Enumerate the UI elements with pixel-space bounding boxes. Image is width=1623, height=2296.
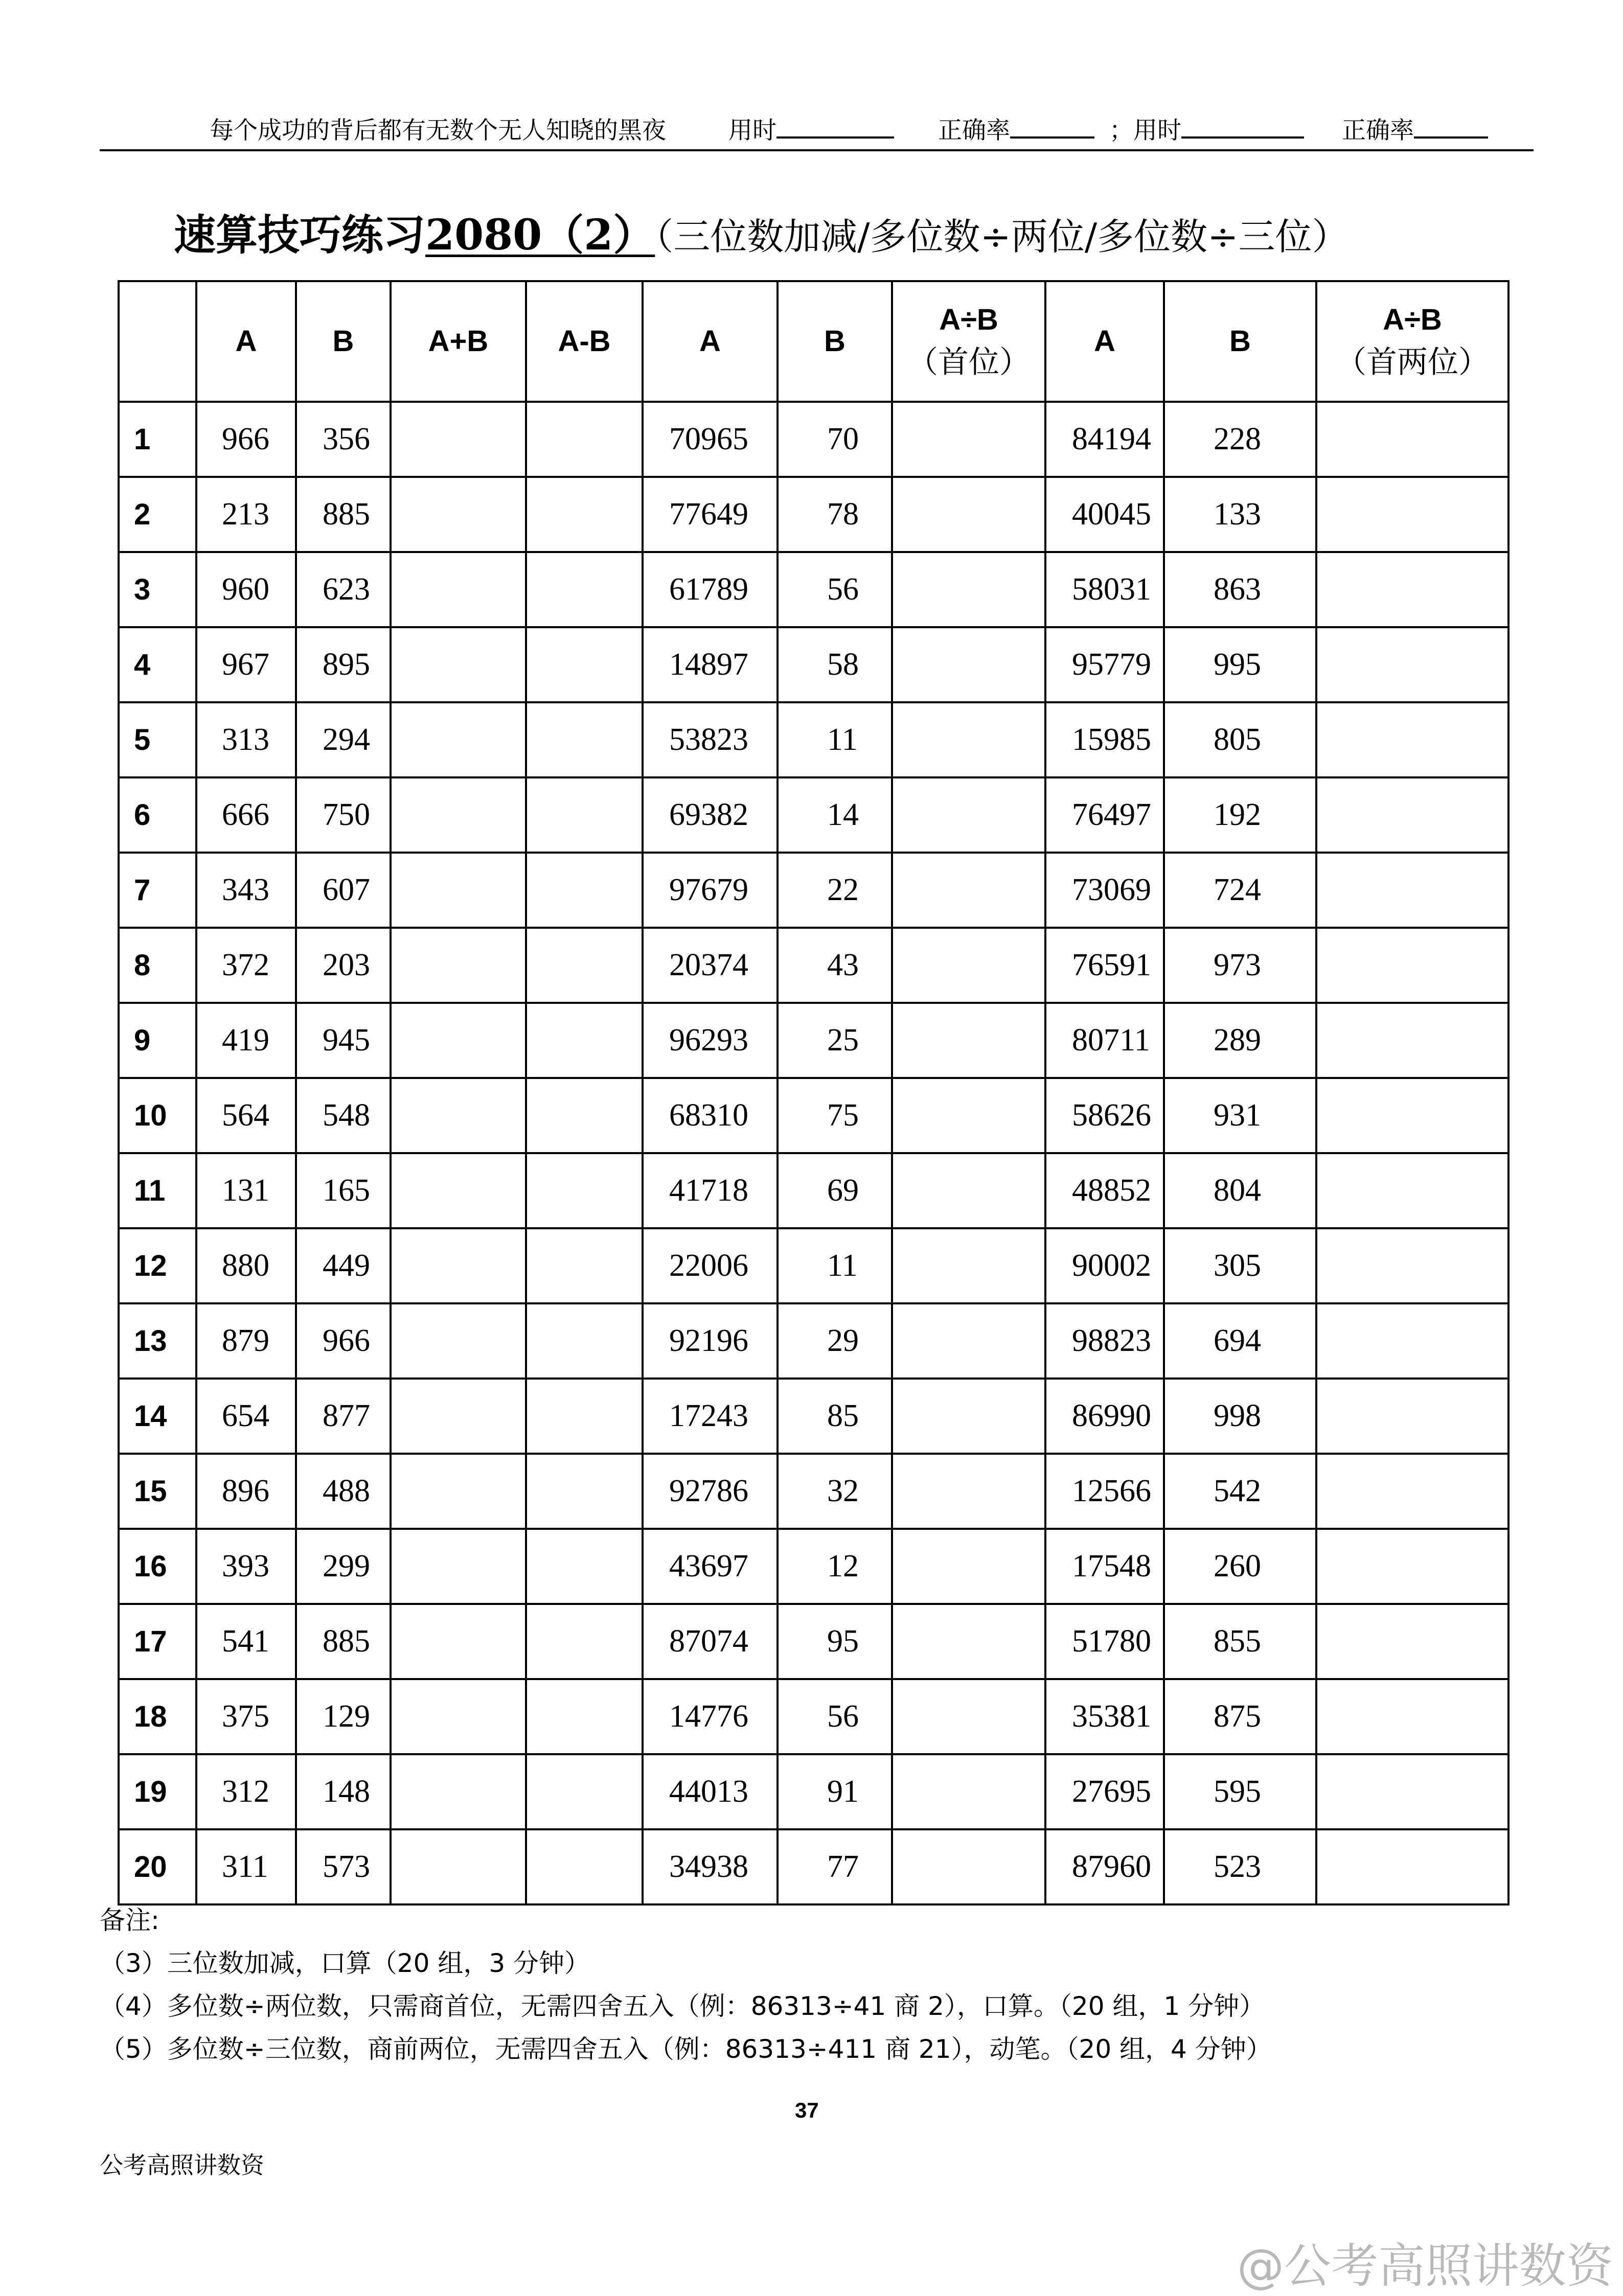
answer-a-minus-b[interactable] [526, 477, 643, 552]
answer-a-plus-b[interactable] [391, 477, 526, 552]
answer-quotient-first-digit[interactable] [892, 1829, 1045, 1904]
answer-quotient-first-digit[interactable] [892, 1078, 1045, 1153]
cell-b-three-digit: 623 [296, 552, 391, 627]
cell-b-three-digit: 488 [296, 1454, 391, 1529]
cell-a-three-digit: 966 [196, 402, 296, 477]
cell-a-multi-digit-2: 51780 [1045, 1604, 1164, 1679]
cell-b-three-digit-divisor: 694 [1164, 1303, 1316, 1379]
time-label-2: ；用时 [1109, 117, 1181, 145]
cell-a-multi-digit-2: 76497 [1045, 777, 1164, 853]
cell-a-multi-digit: 92786 [643, 1454, 778, 1529]
answer-quotient-first-digit[interactable] [892, 1153, 1045, 1228]
answer-a-plus-b[interactable] [391, 853, 526, 928]
accuracy-field-1[interactable] [938, 111, 1094, 146]
answer-quotient-first-digit[interactable] [892, 552, 1045, 627]
cell-a-three-digit: 654 [196, 1379, 296, 1454]
row-index: 19 [119, 1754, 196, 1829]
cell-a-multi-digit: 96293 [643, 1003, 778, 1078]
cell-a-three-digit: 419 [196, 1003, 296, 1078]
cell-b-two-digit: 56 [778, 552, 892, 627]
row-index: 14 [119, 1379, 196, 1454]
cell-a-multi-digit: 69382 [643, 777, 778, 853]
cell-a-multi-digit: 20374 [643, 928, 778, 1003]
cell-b-three-digit: 299 [296, 1529, 391, 1604]
answer-quotient-first-two-digits[interactable] [1316, 1003, 1508, 1078]
cell-b-three-digit: 129 [296, 1679, 391, 1754]
row-index: 20 [119, 1829, 196, 1904]
cell-a-three-digit: 312 [196, 1754, 296, 1829]
cell-b-three-digit: 449 [296, 1228, 391, 1303]
cell-a-multi-digit: 41718 [643, 1153, 778, 1228]
answer-a-minus-b[interactable] [526, 1303, 643, 1379]
answer-quotient-first-two-digits[interactable] [1316, 1829, 1508, 1904]
cell-b-three-digit: 750 [296, 777, 391, 853]
answer-a-plus-b[interactable] [391, 552, 526, 627]
answer-a-plus-b[interactable] [391, 777, 526, 853]
answer-quotient-first-digit[interactable] [892, 1003, 1045, 1078]
header-rule [100, 149, 1534, 151]
accuracy-blank-2[interactable] [1414, 115, 1488, 139]
answer-quotient-first-digit[interactable] [892, 1454, 1045, 1529]
cell-a-multi-digit-2: 40045 [1045, 477, 1164, 552]
cell-a-three-digit: 960 [196, 552, 296, 627]
table-row [119, 702, 1508, 777]
time-blank-1[interactable] [776, 115, 894, 139]
cell-b-two-digit: 58 [778, 627, 892, 702]
cell-b-three-digit-divisor: 192 [1164, 777, 1316, 853]
cell-b-two-digit: 11 [778, 1228, 892, 1303]
header-a-2: A [643, 281, 778, 402]
row-index: 9 [119, 1003, 196, 1078]
cell-a-three-digit: 213 [196, 477, 296, 552]
cell-b-three-digit-divisor: 995 [1164, 627, 1316, 702]
answer-quotient-first-two-digits[interactable] [1316, 1754, 1508, 1829]
title-code: 2080（2） [425, 211, 655, 260]
cell-a-multi-digit: 70965 [643, 402, 778, 477]
header-a-div-b-first [892, 281, 1045, 402]
cell-a-three-digit: 375 [196, 1679, 296, 1754]
cell-b-three-digit-divisor: 228 [1164, 402, 1316, 477]
cell-b-three-digit: 203 [296, 928, 391, 1003]
cell-a-multi-digit-2: 12566 [1045, 1454, 1164, 1529]
table-row [119, 402, 1508, 477]
answer-quotient-first-digit[interactable] [892, 1754, 1045, 1829]
row-index: 13 [119, 1303, 196, 1379]
answer-a-minus-b[interactable] [526, 1153, 643, 1228]
page-number: 37 [795, 2098, 819, 2122]
cell-b-two-digit: 22 [778, 853, 892, 928]
answer-quotient-first-digit[interactable] [892, 853, 1045, 928]
answer-a-minus-b[interactable] [526, 1379, 643, 1454]
cell-b-three-digit: 148 [296, 1754, 391, 1829]
answer-quotient-first-digit[interactable] [892, 1679, 1045, 1754]
cell-a-three-digit: 896 [196, 1454, 296, 1529]
title-main: 速算技巧练习 [174, 211, 426, 260]
cell-a-multi-digit: 53823 [643, 702, 778, 777]
cell-b-two-digit: 78 [778, 477, 892, 552]
cell-b-three-digit-divisor: 542 [1164, 1454, 1316, 1529]
table-row [119, 777, 1508, 853]
cell-b-three-digit: 356 [296, 402, 391, 477]
cell-a-multi-digit: 87074 [643, 1604, 778, 1679]
table-row [119, 477, 1508, 552]
cell-a-multi-digit: 77649 [643, 477, 778, 552]
cell-b-two-digit: 70 [778, 402, 892, 477]
cell-a-three-digit: 393 [196, 1529, 296, 1604]
answer-quotient-first-two-digits[interactable] [1316, 702, 1508, 777]
header-b-3: B [1164, 281, 1316, 402]
accuracy-blank-1[interactable] [1010, 115, 1094, 139]
table-row [119, 627, 1508, 702]
cell-a-three-digit: 131 [196, 1153, 296, 1228]
answer-quotient-first-digit[interactable] [892, 1529, 1045, 1604]
cell-a-multi-digit-2: 90002 [1045, 1228, 1164, 1303]
row-index: 16 [119, 1529, 196, 1604]
answer-quotient-first-digit[interactable] [892, 777, 1045, 853]
answer-a-minus-b[interactable] [526, 402, 643, 477]
cell-a-three-digit: 564 [196, 1078, 296, 1153]
cell-a-multi-digit: 92196 [643, 1303, 778, 1379]
cell-b-three-digit-divisor: 260 [1164, 1529, 1316, 1604]
cell-b-three-digit-divisor: 973 [1164, 928, 1316, 1003]
cell-b-three-digit-divisor: 595 [1164, 1754, 1316, 1829]
answer-quotient-first-digit[interactable] [892, 702, 1045, 777]
cell-a-multi-digit-2: 15985 [1045, 702, 1164, 777]
cell-b-three-digit: 607 [296, 853, 391, 928]
cell-a-three-digit: 880 [196, 1228, 296, 1303]
answer-a-minus-b[interactable] [526, 1454, 643, 1529]
header-a-div-b-label-2: A÷B [1383, 303, 1442, 337]
answer-quotient-first-two-digits[interactable] [1316, 1303, 1508, 1379]
row-index: 5 [119, 702, 196, 777]
header-b-2: B [778, 281, 892, 402]
answer-a-plus-b[interactable] [391, 1454, 526, 1529]
cell-b-two-digit: 32 [778, 1454, 892, 1529]
cell-a-multi-digit: 17243 [643, 1379, 778, 1454]
note-line-4: （4）多位数÷两位数，只需商首位，无需四舍五入（例：86313÷41 商 2），口算。（20 组，1 分钟） [100, 1991, 1265, 2021]
cell-b-two-digit: 12 [778, 1529, 892, 1604]
row-index: 8 [119, 928, 196, 1003]
row-index: 3 [119, 552, 196, 627]
cell-b-three-digit-divisor: 289 [1164, 1003, 1316, 1078]
answer-quotient-first-two-digits[interactable] [1316, 1078, 1508, 1153]
header-b-1: B [296, 281, 391, 402]
table-row [119, 1754, 1508, 1829]
answer-a-minus-b[interactable] [526, 1078, 643, 1153]
cell-b-two-digit: 25 [778, 1003, 892, 1078]
title-subtitle: （三位数加减/多位数÷两位/多位数÷三位） [655, 215, 1349, 258]
table-row [119, 1829, 1508, 1904]
cell-b-two-digit: 56 [778, 1679, 892, 1754]
answer-quotient-first-two-digits[interactable] [1316, 777, 1508, 853]
cell-a-multi-digit-2: 58031 [1045, 552, 1164, 627]
answer-quotient-first-digit[interactable] [892, 1303, 1045, 1379]
table-row [119, 1003, 1508, 1078]
header-index [119, 281, 196, 402]
answer-quotient-first-digit[interactable] [892, 928, 1045, 1003]
cell-a-multi-digit: 22006 [643, 1228, 778, 1303]
answer-a-minus-b[interactable] [526, 853, 643, 928]
cell-b-two-digit: 69 [778, 1153, 892, 1228]
answer-quotient-first-digit[interactable] [892, 1228, 1045, 1303]
cell-b-two-digit: 14 [778, 777, 892, 853]
accuracy-label-1: 正确率 [938, 117, 1010, 145]
cell-a-multi-digit-2: 86990 [1045, 1379, 1164, 1454]
answer-quotient-first-two-digits[interactable] [1316, 552, 1508, 627]
row-index: 12 [119, 1228, 196, 1303]
row-index: 15 [119, 1454, 196, 1529]
cell-a-multi-digit-2: 80711 [1045, 1003, 1164, 1078]
cell-b-two-digit: 85 [778, 1379, 892, 1454]
answer-a-plus-b[interactable] [391, 702, 526, 777]
cell-a-three-digit: 967 [196, 627, 296, 702]
cell-a-multi-digit: 34938 [643, 1829, 778, 1904]
cell-b-three-digit: 885 [296, 1604, 391, 1679]
table-row [119, 1153, 1508, 1228]
cell-b-three-digit-divisor: 305 [1164, 1228, 1316, 1303]
answer-a-minus-b[interactable] [526, 627, 643, 702]
answer-a-plus-b[interactable] [391, 1829, 526, 1904]
table-row [119, 928, 1508, 1003]
cell-a-multi-digit-2: 95779 [1045, 627, 1164, 702]
cell-b-three-digit-divisor: 875 [1164, 1679, 1316, 1754]
cell-b-three-digit: 573 [296, 1829, 391, 1904]
footer-text: 公考高照讲数资 [100, 2151, 264, 2179]
answer-quotient-first-two-digits[interactable] [1316, 853, 1508, 928]
answer-a-plus-b[interactable] [391, 1379, 526, 1454]
note-line-5: （5）多位数÷三位数，商前两位，无需四舍五入（例：86313÷411 商 21），动笔。（20 组，4 分钟） [100, 2034, 1272, 2064]
accuracy-label-2: 正确率 [1342, 117, 1414, 145]
row-index: 11 [119, 1153, 196, 1228]
cell-b-three-digit-divisor: 998 [1164, 1379, 1316, 1454]
answer-quotient-first-two-digits[interactable] [1316, 1454, 1508, 1529]
answer-quotient-first-two-digits[interactable] [1316, 1679, 1508, 1754]
cell-b-three-digit: 885 [296, 477, 391, 552]
cell-a-multi-digit: 44013 [643, 1754, 778, 1829]
row-index: 17 [119, 1604, 196, 1679]
table-row [119, 1529, 1508, 1604]
cell-b-two-digit: 77 [778, 1829, 892, 1904]
answer-a-minus-b[interactable] [526, 1829, 643, 1904]
cell-a-three-digit: 372 [196, 928, 296, 1003]
table-row [119, 1454, 1508, 1529]
answer-quotient-first-two-digits[interactable] [1316, 1529, 1508, 1604]
cell-b-three-digit-divisor: 804 [1164, 1153, 1316, 1228]
time-blank-2[interactable] [1181, 115, 1304, 139]
cell-a-multi-digit-2: 76591 [1045, 928, 1164, 1003]
answer-a-plus-b[interactable] [391, 928, 526, 1003]
cell-b-three-digit-divisor: 724 [1164, 853, 1316, 928]
cell-a-multi-digit-2: 58626 [1045, 1078, 1164, 1153]
cell-b-two-digit: 11 [778, 702, 892, 777]
answer-a-plus-b[interactable] [391, 1529, 526, 1604]
cell-b-three-digit-divisor: 931 [1164, 1078, 1316, 1153]
cell-b-three-digit: 895 [296, 627, 391, 702]
cell-b-two-digit: 43 [778, 928, 892, 1003]
table-row [119, 1679, 1508, 1754]
answer-a-plus-b[interactable] [391, 627, 526, 702]
cell-b-three-digit-divisor: 805 [1164, 702, 1316, 777]
header-a-plus-b: A+B [391, 281, 526, 402]
header-a-1: A [196, 281, 296, 402]
cell-a-multi-digit-2: 27695 [1045, 1754, 1164, 1829]
answer-a-plus-b[interactable] [391, 1303, 526, 1379]
table-row [119, 1604, 1508, 1679]
answer-a-minus-b[interactable] [526, 928, 643, 1003]
cell-a-three-digit: 879 [196, 1303, 296, 1379]
answer-a-minus-b[interactable] [526, 702, 643, 777]
answer-a-minus-b[interactable] [526, 1228, 643, 1303]
row-index: 1 [119, 402, 196, 477]
answer-quotient-first-two-digits[interactable] [1316, 627, 1508, 702]
row-index: 2 [119, 477, 196, 552]
cell-b-two-digit: 95 [778, 1604, 892, 1679]
answer-a-minus-b[interactable] [526, 1529, 643, 1604]
answer-a-plus-b[interactable] [391, 1754, 526, 1829]
cell-b-three-digit: 877 [296, 1379, 391, 1454]
header-a-div-b-label-1: A÷B [939, 303, 998, 337]
row-index: 18 [119, 1679, 196, 1754]
cell-a-multi-digit-2: 87960 [1045, 1829, 1164, 1904]
cell-a-multi-digit-2: 35381 [1045, 1679, 1164, 1754]
page-title [174, 202, 1348, 258]
table-row [119, 552, 1508, 627]
cell-b-three-digit-divisor: 523 [1164, 1829, 1316, 1904]
cell-a-multi-digit-2: 98823 [1045, 1303, 1164, 1379]
cell-b-three-digit-divisor: 863 [1164, 552, 1316, 627]
row-index: 7 [119, 853, 196, 928]
answer-a-plus-b[interactable] [391, 1679, 526, 1754]
cell-a-three-digit: 311 [196, 1829, 296, 1904]
cell-a-three-digit: 343 [196, 853, 296, 928]
cell-a-multi-digit: 14776 [643, 1679, 778, 1754]
header-first-two-digits-note: （首两位） [1336, 344, 1489, 380]
cell-b-three-digit: 966 [296, 1303, 391, 1379]
answer-quotient-first-digit[interactable] [892, 402, 1045, 477]
answer-a-plus-b[interactable] [391, 402, 526, 477]
answer-quotient-first-two-digits[interactable] [1316, 1153, 1508, 1228]
answer-quotient-first-digit[interactable] [892, 627, 1045, 702]
watermark: @公考高照讲数资 [1237, 2239, 1614, 2293]
answer-quotient-first-two-digits[interactable] [1316, 1379, 1508, 1454]
cell-a-three-digit: 666 [196, 777, 296, 853]
row-index: 6 [119, 777, 196, 853]
page-header [100, 111, 1534, 152]
answer-quotient-first-digit[interactable] [892, 1604, 1045, 1679]
answer-a-minus-b[interactable] [526, 1604, 643, 1679]
table-row [119, 1078, 1508, 1153]
answer-a-plus-b[interactable] [391, 1003, 526, 1078]
cell-a-multi-digit: 97679 [643, 853, 778, 928]
answer-a-plus-b[interactable] [391, 1153, 526, 1228]
table-row [119, 1303, 1508, 1379]
cell-b-two-digit: 75 [778, 1078, 892, 1153]
answer-a-minus-b[interactable] [526, 1679, 643, 1754]
header-a-div-b-first-two [1316, 281, 1508, 402]
notes-heading: 备注: [100, 1905, 159, 1935]
cell-a-multi-digit-2: 48852 [1045, 1153, 1164, 1228]
time-field-2[interactable] [1109, 111, 1304, 146]
header-a-minus-b: A-B [526, 281, 643, 402]
cell-a-multi-digit: 61789 [643, 552, 778, 627]
table-row [119, 1228, 1508, 1303]
answer-quotient-first-two-digits[interactable] [1316, 1604, 1508, 1679]
cell-a-multi-digit-2: 73069 [1045, 853, 1164, 928]
header-motto: 每个成功的背后都有无数个无人知晓的黑夜 [210, 117, 666, 145]
answer-quotient-first-two-digits[interactable] [1316, 402, 1508, 477]
note-line-3: （3）三位数加减，口算（20 组，3 分钟） [100, 1948, 590, 1978]
table-header-row [119, 281, 1508, 402]
answer-quotient-first-digit[interactable] [892, 477, 1045, 552]
answer-a-minus-b[interactable] [526, 777, 643, 853]
cell-a-three-digit: 541 [196, 1604, 296, 1679]
cell-a-multi-digit-2: 17548 [1045, 1529, 1164, 1604]
answer-a-minus-b[interactable] [526, 1754, 643, 1829]
cell-a-multi-digit-2: 84194 [1045, 402, 1164, 477]
cell-b-three-digit-divisor: 855 [1164, 1604, 1316, 1679]
header-a-3: A [1045, 281, 1164, 402]
cell-b-three-digit-divisor: 133 [1164, 477, 1316, 552]
cell-a-multi-digit: 68310 [643, 1078, 778, 1153]
answer-quotient-first-digit[interactable] [892, 1379, 1045, 1454]
accuracy-field-2[interactable] [1342, 111, 1488, 146]
table-row [119, 853, 1508, 928]
answer-a-plus-b[interactable] [391, 1078, 526, 1153]
cell-b-three-digit: 945 [296, 1003, 391, 1078]
answer-a-minus-b[interactable] [526, 1003, 643, 1078]
cell-b-two-digit: 91 [778, 1754, 892, 1829]
answer-a-plus-b[interactable] [391, 1604, 526, 1679]
cell-a-multi-digit: 43697 [643, 1529, 778, 1604]
practice-table [118, 280, 1510, 1905]
answer-a-minus-b[interactable] [526, 552, 643, 627]
time-label-1: 用时 [728, 117, 776, 145]
cell-b-three-digit: 548 [296, 1078, 391, 1153]
table-body [119, 402, 1508, 1904]
cell-b-three-digit: 165 [296, 1153, 391, 1228]
time-field-1[interactable] [728, 111, 894, 146]
cell-b-two-digit: 29 [778, 1303, 892, 1379]
cell-b-three-digit: 294 [296, 702, 391, 777]
table-row [119, 1379, 1508, 1454]
row-index: 10 [119, 1078, 196, 1153]
answer-quotient-first-two-digits[interactable] [1316, 477, 1508, 552]
answer-a-plus-b[interactable] [391, 1228, 526, 1303]
cell-a-multi-digit: 14897 [643, 627, 778, 702]
row-index: 4 [119, 627, 196, 702]
cell-a-three-digit: 313 [196, 702, 296, 777]
header-first-digit-note: （首位） [907, 344, 1030, 380]
answer-quotient-first-two-digits[interactable] [1316, 1228, 1508, 1303]
notes [100, 1899, 1272, 2071]
answer-quotient-first-two-digits[interactable] [1316, 928, 1508, 1003]
